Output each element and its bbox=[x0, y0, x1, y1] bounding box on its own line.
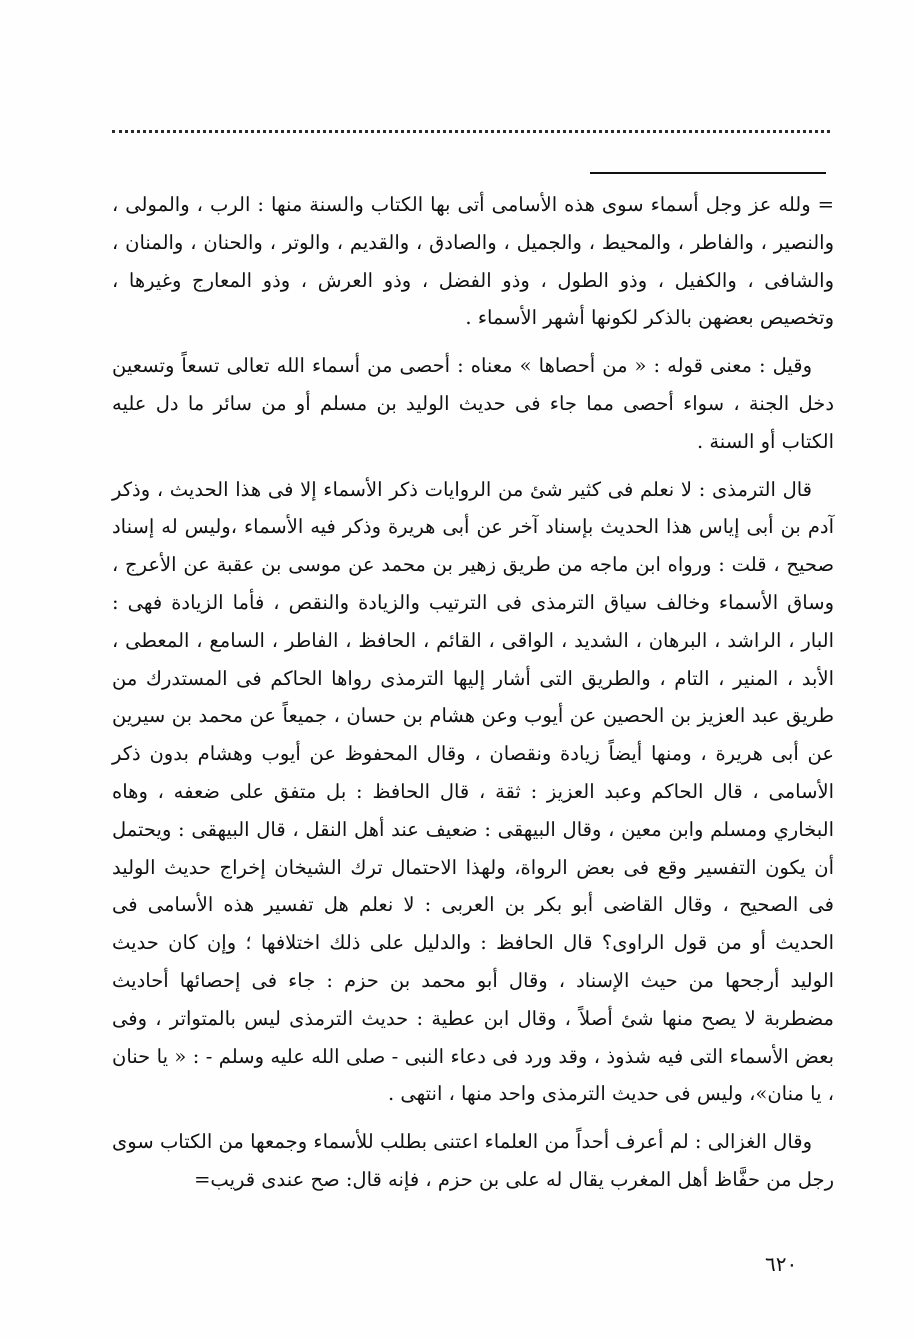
paragraph: قال الترمذى : لا نعلم فى كثير شئ من الروايات ذكر الأسماء إلا فى هذا الحديث ، وذكر آدم بن أبى إياس هذا الحديث بإسناد آخر عن أبى هريرة وذكر فيه الأسماء ،وليس له إسناد صحيح ، قلت : ورواه ابن ماجه من طريق زهير بن محمد عن موسى بن عقبة عن الأعرج ، وساق الأسماء وخالف سياق الترمذى فى الترتيب والزيادة والنقص ، فأما الزيادة فهى : البار ، الراشد ، البرهان ، الشديد ، الواقى ، القائم ، الحافظ ، الفاطر ، السامع ، المعطى ، الأبد ، المنير ، التام ، والطريق التى أشار إليها الترمذى رواها الحاكم فى المستدرك من طريق عبد العزيز بن الحصين عن أيوب وعن هشام بن حسان ، جميعاً عن محمد بن سيرين عن أبى هريرة ، ومنها أيضاً زيادة ونقصان ، وقال المحفوظ عن أيوب وهشام بدون ذكر الأسامى ، قال الحاكم وعبد العزيز : ثقة ، قال الحافظ : بل متفق على ضعفه ، وهاه البخاري ومسلم وابن معين ، وقال البيهقى : ضعيف عند أهل النقل ، قال البيهقى : ويحتمل أن يكون التفسير وقع فى بعض الرواة، ولهذا الاحتمال ترك الشيخان إخراج حديث الوليد فى الصحيح ، وقال القاضى أبو بكر بن العربى : لا نعلم هل تفسير هذه الأسامى فى الحديث أو من قول الراوى؟ قال الحافظ : والدليل على ذلك اختلافها ؛ وإن كان حديث الوليد أرجحها من حيث الإسناد ، وقال أبو محمد بن حزم : جاء فى إحصائها أحاديث مضطربة لا يصح منها شئ أصلاً ، وقال ابن عطية : حديث الترمذى ليس بالمتواتر ، وفى بعض الأسماء التى فيه شذوذ ، وقد ورد فى دعاء النبى - صلى الله عليه وسلم - : « يا حنان ، يا منان»، وليس فى حديث الترمذى واحد منها ، انتهى . bbox=[112, 477, 834, 1106]
paragraph: وقيل : معنى قوله : « من أحصاها » معناه : أحصى من أسماء الله تعالى تسعاً وتسعين دخل الجنة ، سواء أحصى مما جاء فى حديث الوليد بن مسلم أو من سائر ما دل عليه الكتاب أو السنة . bbox=[112, 354, 834, 453]
footnote-rule bbox=[590, 172, 826, 174]
footnote-text bbox=[112, 186, 834, 1199]
paragraph: وقال الغزالى : لم أعرف أحداً من العلماء اعتنى بطلب للأسماء وجمعها من الكتاب سوى رجل من حفَّاظ أهل المغرب يقال له على بن حزم ، فإنه قال: صح عندى قريب= bbox=[112, 1130, 834, 1191]
paragraph: = ولله عز وجل أسماء سوى هذه الأسامى أتى بها الكتاب والسنة منها : الرب ، والمولى ، والنصير ، والفاطر ، والمحيط ، والجميل ، والصادق ، والقديم ، والوتر ، والحنان ، والمنان ، والشافى ، والكفيل ، وذو الطول ، وذو الفضل ، وذو العرش ، وذو المعارج وغيرها ، وتخصيص بعضهن بالذكر لكونها أشهر الأسماء . bbox=[112, 193, 834, 330]
page-number: ٦٢٠ bbox=[765, 1252, 798, 1276]
dotted-separator bbox=[112, 130, 830, 133]
